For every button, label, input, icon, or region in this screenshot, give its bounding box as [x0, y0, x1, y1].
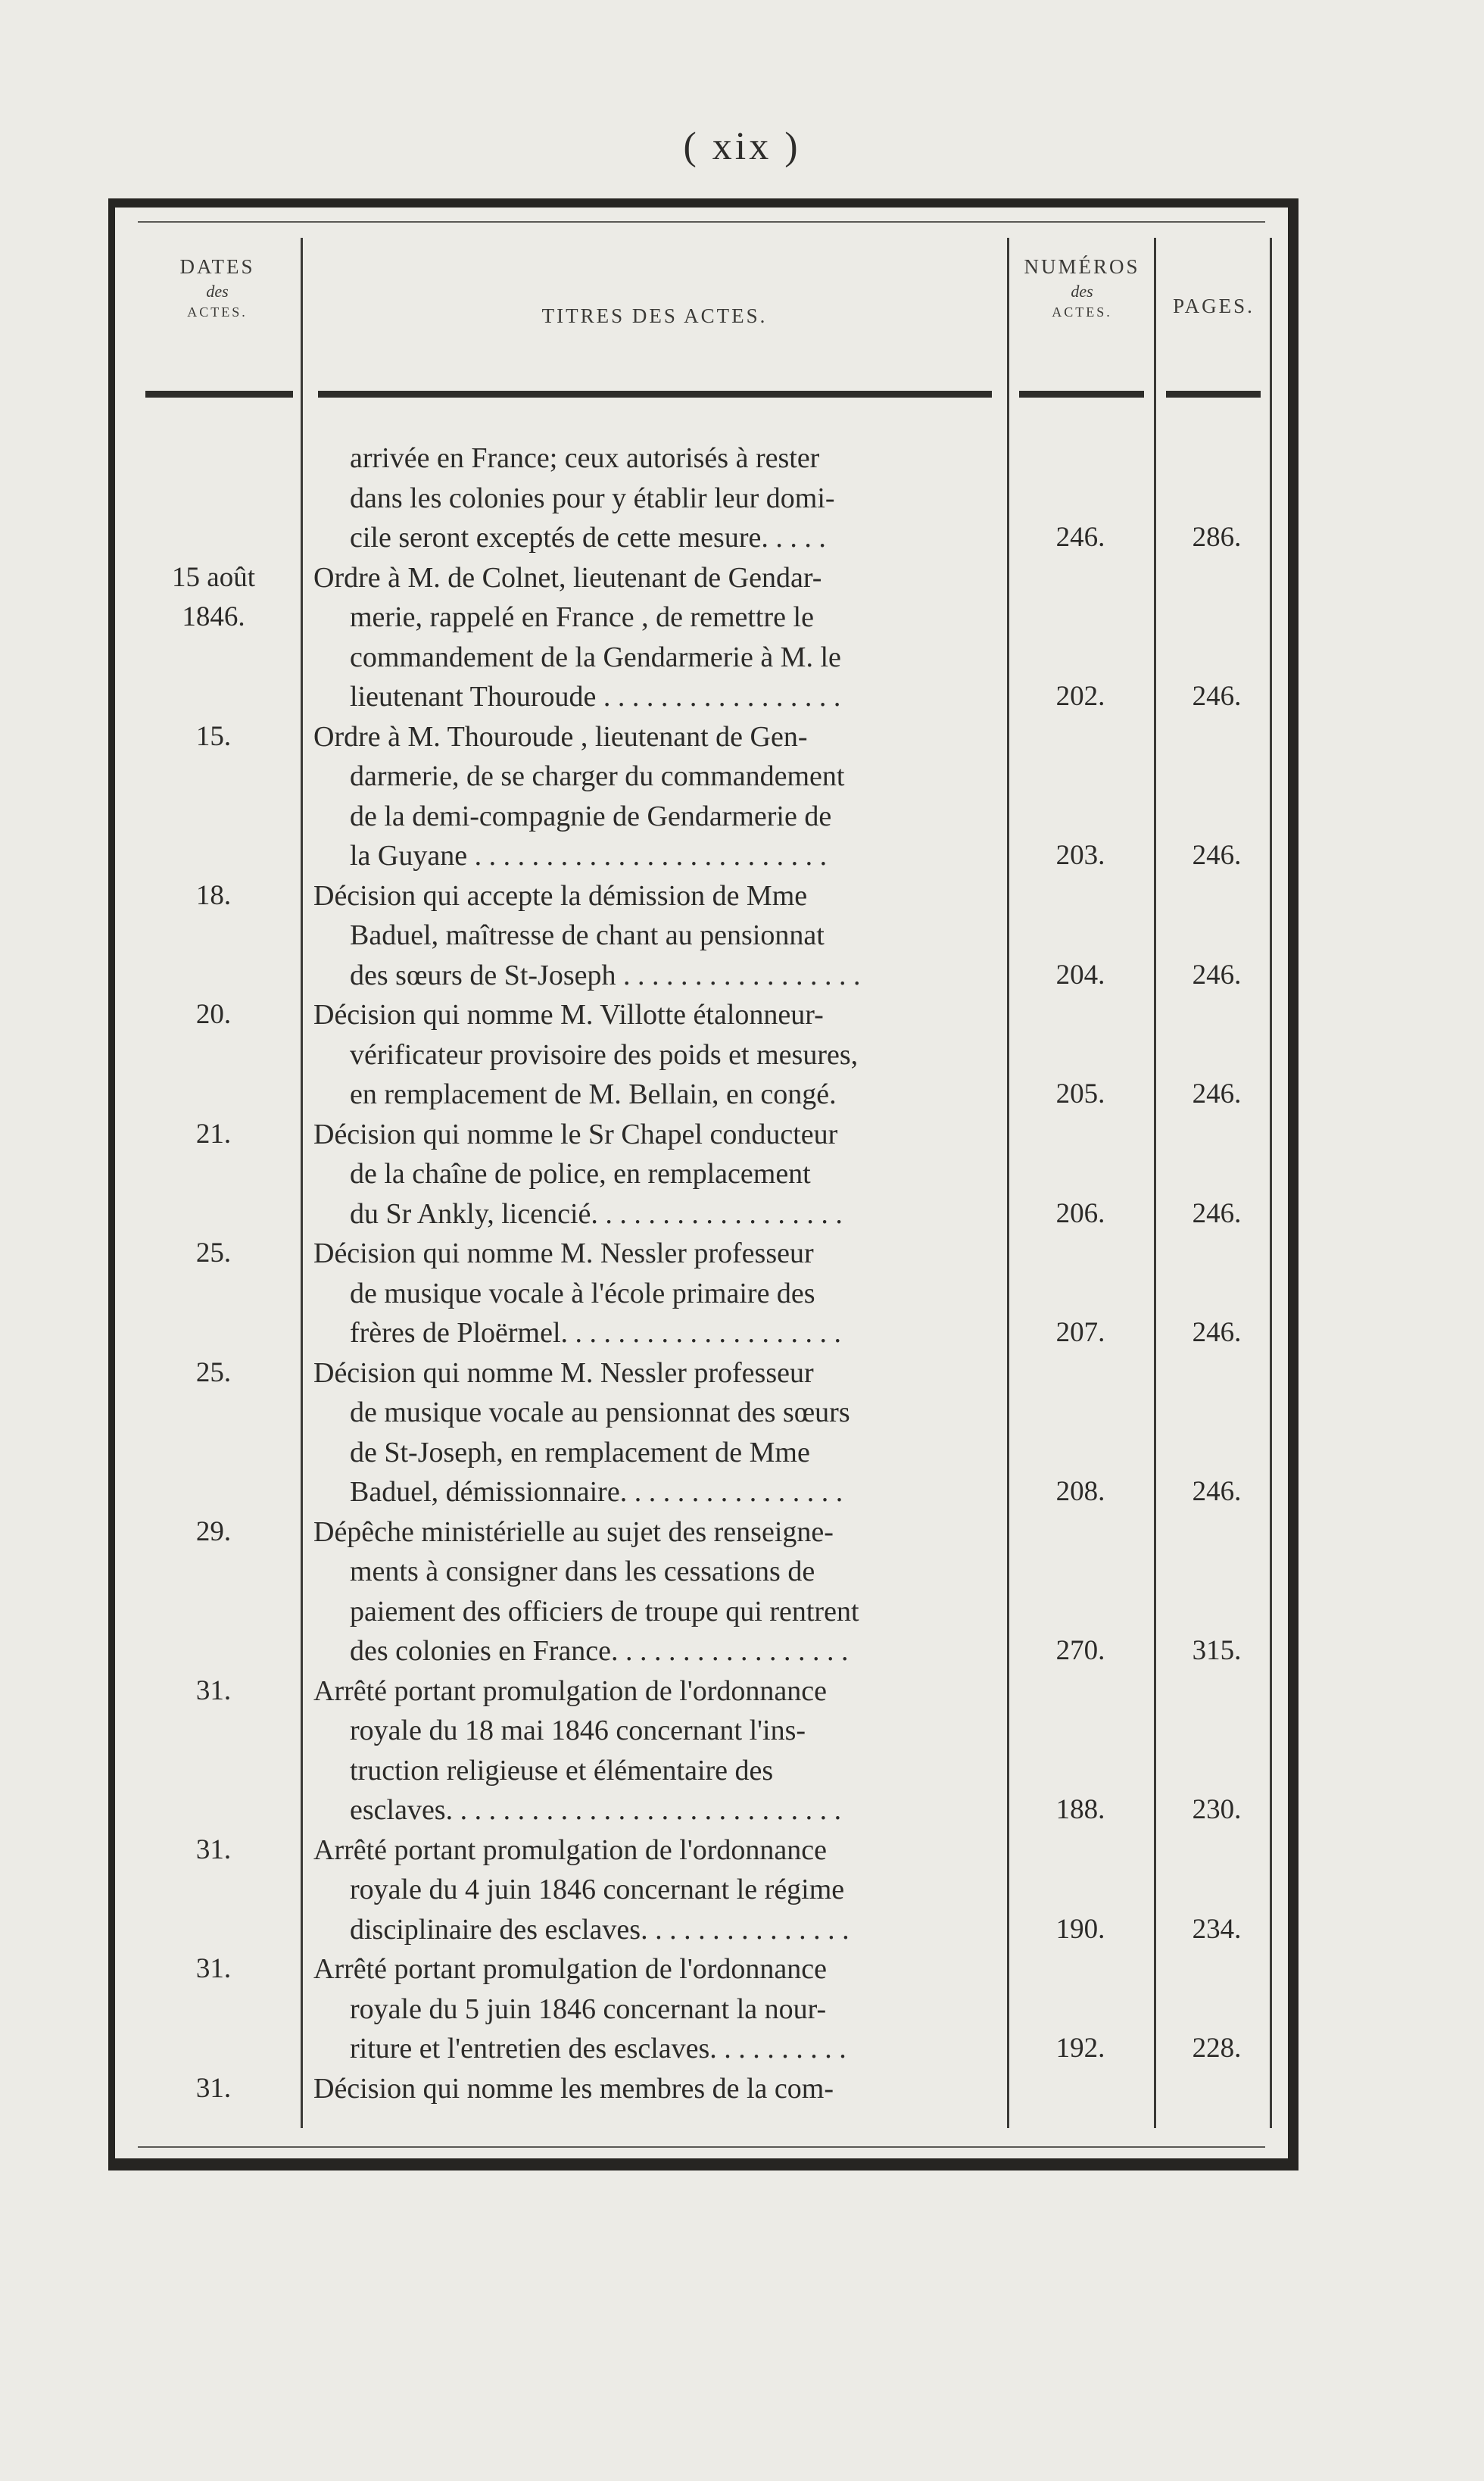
table-top-rule [138, 221, 1265, 223]
row-page: 230. [1192, 1794, 1242, 1825]
row-title-line: paiement des officiers de troupe qui rentrent [350, 1595, 859, 1627]
row-page: 246. [1192, 959, 1242, 991]
row-page: 246. [1192, 1476, 1242, 1507]
row-title [313, 995, 997, 1115]
row-title-line: de musique vocale au pensionnat des sœurs [350, 1397, 850, 1428]
table-row [115, 1949, 1288, 2069]
row-act-number: 192. [1055, 2033, 1105, 2064]
row-date: 31. [195, 1953, 232, 1984]
row-page: 286. [1192, 522, 1242, 553]
row-title-line: la Guyane . . . . . . . . . . . . . . . . . . . . . . . . . [350, 840, 828, 872]
row-title-line: cile seront exceptés de cette mesure. . . . . [350, 522, 826, 554]
row-title-line: darmerie, de se charger du commandement [350, 760, 845, 792]
row-title [313, 1353, 997, 1512]
table-row [115, 438, 1288, 558]
row-title-line: de St-Joseph, en remplacement de Mme [350, 1436, 810, 1468]
row-title [313, 2069, 997, 2109]
row-title-line: arrivée en France; ceux autorisés à rester [350, 442, 820, 474]
table-row [115, 1234, 1288, 1353]
row-page: 228. [1192, 2033, 1242, 2064]
row-act-number: 270. [1055, 1635, 1105, 1666]
header-rule-titles [318, 391, 992, 398]
row-page: 315. [1192, 1635, 1242, 1666]
header-numeros-line2: des [1071, 282, 1093, 301]
row-act-number: 202. [1055, 681, 1105, 712]
row-title-line: Décision qui nomme M. Nessler professeur [313, 1237, 814, 1269]
row-title-line: royale du 18 mai 1846 concernant l'ins- [350, 1715, 806, 1746]
row-title-line: Ordre à M. de Colnet, lieutenant de Gendar- [313, 561, 822, 594]
row-title-line: Baduel, démissionnaire. . . . . . . . . . . . . . . . [350, 1476, 843, 1508]
row-title-line: Décision qui nomme les membres de la com- [313, 2072, 834, 2105]
row-date: 31. [195, 1674, 232, 1706]
acts-table [108, 198, 1298, 2170]
row-title [313, 717, 997, 876]
header-titles-label: TITRES DES ACTES. [541, 304, 768, 327]
row-title-line: disciplinaire des esclaves. . . . . . . . . . . . . . . [350, 1913, 850, 1946]
row-date: 25. [195, 1237, 232, 1269]
row-date: 29. [195, 1515, 232, 1547]
row-title-line: Décision qui accepte la démission de Mme [313, 879, 808, 912]
row-title [313, 1512, 997, 1671]
table-row [115, 1353, 1288, 1512]
table-row [115, 1115, 1288, 1234]
row-title [313, 1115, 997, 1234]
row-title-line: des sœurs de St-Joseph . . . . . . . . . . . . . . . . . [350, 959, 861, 991]
row-title-line: commandement de la Gendarmerie à M. le [350, 641, 841, 673]
row-title-line: Baduel, maîtresse de chant au pensionnat [350, 919, 825, 951]
header-rule-pages [1166, 391, 1261, 398]
row-title-line: de la demi-compagnie de Gendarmerie de [350, 800, 832, 832]
row-title [313, 438, 997, 558]
row-page: 246. [1192, 1197, 1242, 1229]
row-title [313, 558, 997, 717]
row-page: 246. [1192, 1078, 1242, 1109]
row-page: 246. [1192, 681, 1242, 712]
table-row [115, 2069, 1288, 2109]
row-title-line: royale du 4 juin 1846 concernant le régime [350, 1874, 845, 1905]
row-act-number: 246. [1055, 522, 1105, 553]
header-titles [304, 302, 1005, 329]
page-number: ( xix ) [683, 125, 801, 168]
table-row [115, 717, 1288, 876]
row-title-line: Dépêche ministérielle au sujet des renseigne- [313, 1515, 834, 1548]
row-title-line: truction religieuse et élémentaire des [350, 1754, 774, 1787]
row-title-line: frères de Ploërmel. . . . . . . . . . . . . . . . . . . . [350, 1317, 842, 1349]
row-page: 246. [1192, 1317, 1242, 1348]
header-pages [1157, 292, 1270, 320]
row-page: 246. [1192, 840, 1242, 871]
row-date: 21. [195, 1118, 232, 1150]
row-title-line: lieutenant Thouroude . . . . . . . . . . . . . . . . . [350, 681, 841, 713]
row-title [313, 1830, 997, 1950]
row-title-line: Arrêté portant promulgation de l'ordonnance [313, 1953, 827, 1985]
header-dates-line2: des [206, 282, 229, 301]
header-pages-label: PAGES. [1173, 295, 1255, 317]
row-title [313, 876, 997, 996]
header-rule-dates [145, 391, 293, 398]
row-title-line: des colonies en France. . . . . . . . . . . . . . . . . [350, 1635, 849, 1667]
row-title-line: royale du 5 juin 1846 concernant la nour- [350, 1993, 827, 2025]
table-row [115, 1830, 1288, 1950]
row-title-line: riture et l'entretien des esclaves. . . . . . . . . . [350, 2033, 846, 2064]
header-dates-line3: ACTES. [187, 304, 248, 320]
row-act-number: 203. [1055, 840, 1105, 871]
row-title-line: Décision qui nomme M. Nessler professeur [313, 1356, 814, 1389]
row-title [313, 1234, 997, 1353]
row-title-line: de musique vocale à l'école primaire des [350, 1277, 815, 1309]
row-title-line: Décision qui nomme le Sr Chapel conducteur [313, 1118, 838, 1150]
row-title [313, 1671, 997, 1830]
row-act-number: 208. [1055, 1476, 1105, 1507]
row-page: 234. [1192, 1913, 1242, 1945]
header-numeros [1010, 253, 1154, 321]
row-title [313, 1949, 997, 2069]
table-row [115, 995, 1288, 1115]
row-title-line: Décision qui nomme M. Villotte étalonneur- [313, 999, 824, 1031]
row-act-number: 207. [1055, 1317, 1105, 1348]
table-body [115, 438, 1288, 2108]
table-row [115, 558, 1288, 717]
row-date: 20. [195, 999, 232, 1030]
row-date: 25. [195, 1356, 232, 1388]
row-date: 15. [195, 720, 232, 752]
row-date: 18. [195, 879, 232, 911]
table-row [115, 1512, 1288, 1671]
row-title-line: Arrêté portant promulgation de l'ordonnance [313, 1833, 827, 1866]
header-numeros-line3: ACTES. [1052, 304, 1112, 320]
header-dates [138, 253, 297, 321]
row-title-line: esclaves. . . . . . . . . . . . . . . . . . . . . . . . . . . . [350, 1794, 842, 1826]
row-title-line: Ordre à M. Thouroude , lieutenant de Gen- [313, 720, 808, 753]
row-title-line: Arrêté portant promulgation de l'ordonnance [313, 1674, 827, 1707]
row-act-number: 205. [1055, 1078, 1105, 1109]
row-act-number: 190. [1055, 1913, 1105, 1945]
table-row [115, 876, 1288, 996]
row-act-number: 206. [1055, 1197, 1105, 1229]
row-act-number: 188. [1055, 1794, 1105, 1825]
row-date: 31. [195, 1833, 232, 1865]
row-title-line: ments à consigner dans les cessations de [350, 1556, 815, 1587]
row-date: 15 août 1846. [172, 561, 255, 632]
table-bottom-rule [138, 2146, 1265, 2148]
table-row [115, 1671, 1288, 1830]
row-title-line: de la chaîne de police, en remplacement [350, 1158, 811, 1190]
row-title-line: en remplacement de M. Bellain, en congé. [350, 1078, 837, 1110]
row-act-number: 204. [1055, 959, 1105, 991]
row-title-line: du Sr Ankly, licencié. . . . . . . . . . . . . . . . . . [350, 1197, 843, 1230]
row-date: 31. [195, 2072, 232, 2104]
header-rule-numbers [1019, 391, 1144, 398]
row-title-line: vérificateur provisoire des poids et mesures, [350, 1038, 859, 1071]
row-title-line: dans les colonies pour y établir leur domi- [350, 482, 835, 514]
header-numeros-line1: NUMÉROS [1024, 255, 1140, 278]
row-title-line: merie, rappelé en France , de remettre le [350, 601, 814, 633]
header-dates-line1: DATES [179, 255, 255, 278]
